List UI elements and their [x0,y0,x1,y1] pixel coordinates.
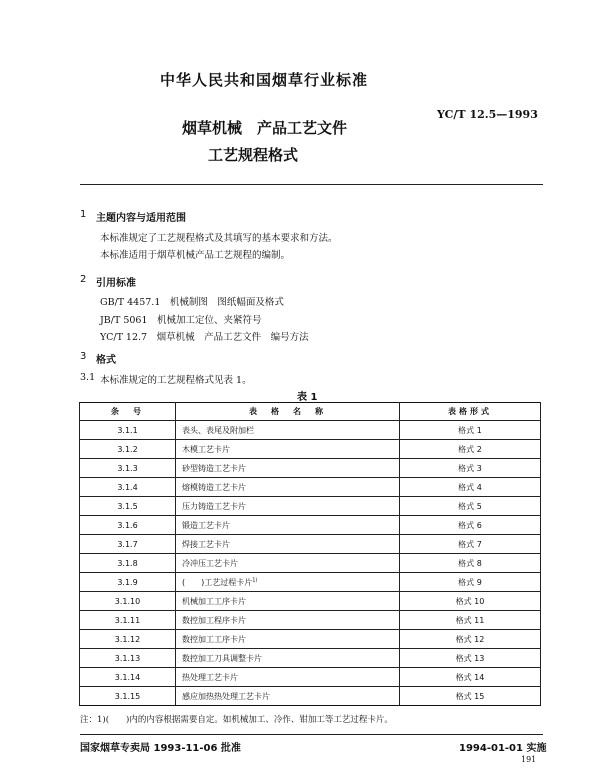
header-rule [80,184,543,185]
format-cell: 格式 7 [400,535,541,554]
table-row [80,535,541,554]
section-1-number: 1 [80,209,87,220]
table-row [80,497,541,516]
table-row [80,478,541,497]
table-caption: 表 1 [297,392,318,403]
table-row [80,459,541,478]
format-cell: 格式 5 [400,497,541,516]
implementation-date: 1994-01-01 实施 [459,743,547,754]
clause-number-cell: 3.1.10 [80,592,176,611]
table-name-cell: 冷冲压工艺卡片 [176,554,400,573]
table-row [80,649,541,668]
page-number: 191 [521,755,537,764]
table-name-cell: 热处理工艺卡片 [176,668,400,687]
format-cell: 格式 6 [400,516,541,535]
clause-number-cell: 3.1.13 [80,649,176,668]
footer-rule [80,734,543,735]
clause-number-cell: 3.1.4 [80,478,176,497]
table-name-cell: 表头、表尾及附加栏 [176,421,400,440]
clause-number-cell: 3.1.11 [80,611,176,630]
table-row [80,516,541,535]
table-row [80,592,541,611]
format-cell: 格式 2 [400,440,541,459]
table-row [80,611,541,630]
clause-number-cell: 3.1.6 [80,516,176,535]
table-name-cell: 熔模铸造工艺卡片 [176,478,400,497]
clause-number-cell: 3.1.14 [80,668,176,687]
table-name-text: ( )工艺过程卡片 [182,577,253,587]
table-name-cell: 机械加工工序卡片 [176,592,400,611]
clause-number-cell: 3.1.2 [80,440,176,459]
table-row [80,554,541,573]
document-title: 烟草机械 产品工艺文件 [182,119,348,137]
clause-number-cell: 3.1.9 [80,573,176,592]
table-name-cell: 数控加工刀具调整卡片 [176,649,400,668]
table-name-cell: 数控加工工序卡片 [176,630,400,649]
header-table-name: 表 格 名 称 [176,403,400,421]
standard-code: YC/T 12.5—1993 [437,108,538,121]
section-1-paragraph: 本标准规定了工艺规程格式及其填写的基本要求和方法。 [100,233,338,244]
table-name-cell: 砂型铸造工艺卡片 [176,459,400,478]
table-row [80,573,541,592]
table-row [80,630,541,649]
table-row [80,421,541,440]
header-clause-number: 条 号 [80,403,176,421]
clause-number-cell: 3.1.8 [80,554,176,573]
table-name-cell: 焊接工艺卡片 [176,535,400,554]
table-name-cell: 锻造工艺卡片 [176,516,400,535]
clause-3-1-text: 本标准规定的工艺规程格式见表 1。 [100,375,252,386]
format-cell: 格式 1 [400,421,541,440]
document-subtitle: 工艺规程格式 [208,146,299,164]
clause-number-cell: 3.1.15 [80,687,176,706]
table-header-row [80,403,541,421]
table-row [80,687,541,706]
table-name-cell: 感应加热热处理工艺卡片 [176,687,400,706]
table-row [80,668,541,687]
format-table [79,402,541,706]
header-table-format: 表格形式 [400,403,541,421]
clause-number-cell: 3.1.1 [80,421,176,440]
format-cell: 格式 8 [400,554,541,573]
section-3-number: 3 [80,351,87,362]
clause-number-cell: 3.1.12 [80,630,176,649]
approval-note: 国家烟草专卖局 1993-11-06 批准 [80,743,241,754]
format-cell: 格式 15 [400,687,541,706]
footnote-marker: 1) [252,576,258,583]
reference-item: GB/T 4457.1 机械制图 图纸幅面及格式 [100,297,284,308]
reference-item: YC/T 12.7 烟草机械 产品工艺文件 编号方法 [100,332,309,343]
format-cell: 格式 13 [400,649,541,668]
table-name-cell [176,573,400,592]
format-cell: 格式 3 [400,459,541,478]
standard-org-title: 中华人民共和国烟草行业标准 [160,71,369,89]
format-cell: 格式 11 [400,611,541,630]
clause-number-cell: 3.1.7 [80,535,176,554]
table-row [80,440,541,459]
clause-number-cell: 3.1.5 [80,497,176,516]
format-cell: 格式 14 [400,668,541,687]
section-2-number: 2 [80,274,87,285]
format-cell: 格式 12 [400,630,541,649]
table-name-cell: 木模工艺卡片 [176,440,400,459]
section-2-heading: 引用标准 [96,278,136,289]
clause-number-cell: 3.1.3 [80,459,176,478]
section-3-heading: 格式 [96,355,116,366]
format-cell: 格式 4 [400,478,541,497]
table-footnote: 注：1)( )内的内容根据需要自定。如机械加工、冷作、钳加工等工艺过程卡片。 [80,715,393,725]
section-1-paragraph: 本标准适用于烟草机械产品工艺规程的编制。 [100,250,291,261]
reference-item: JB/T 5061 机械加工定位、夹紧符号 [100,315,262,326]
format-cell: 格式 9 [400,573,541,592]
format-cell: 格式 10 [400,592,541,611]
table-name-cell: 压力铸造工艺卡片 [176,497,400,516]
clause-3-1-number: 3.1 [80,372,96,383]
section-1-heading: 主题内容与适用范围 [96,213,186,224]
table-name-cell: 数控加工程序卡片 [176,611,400,630]
